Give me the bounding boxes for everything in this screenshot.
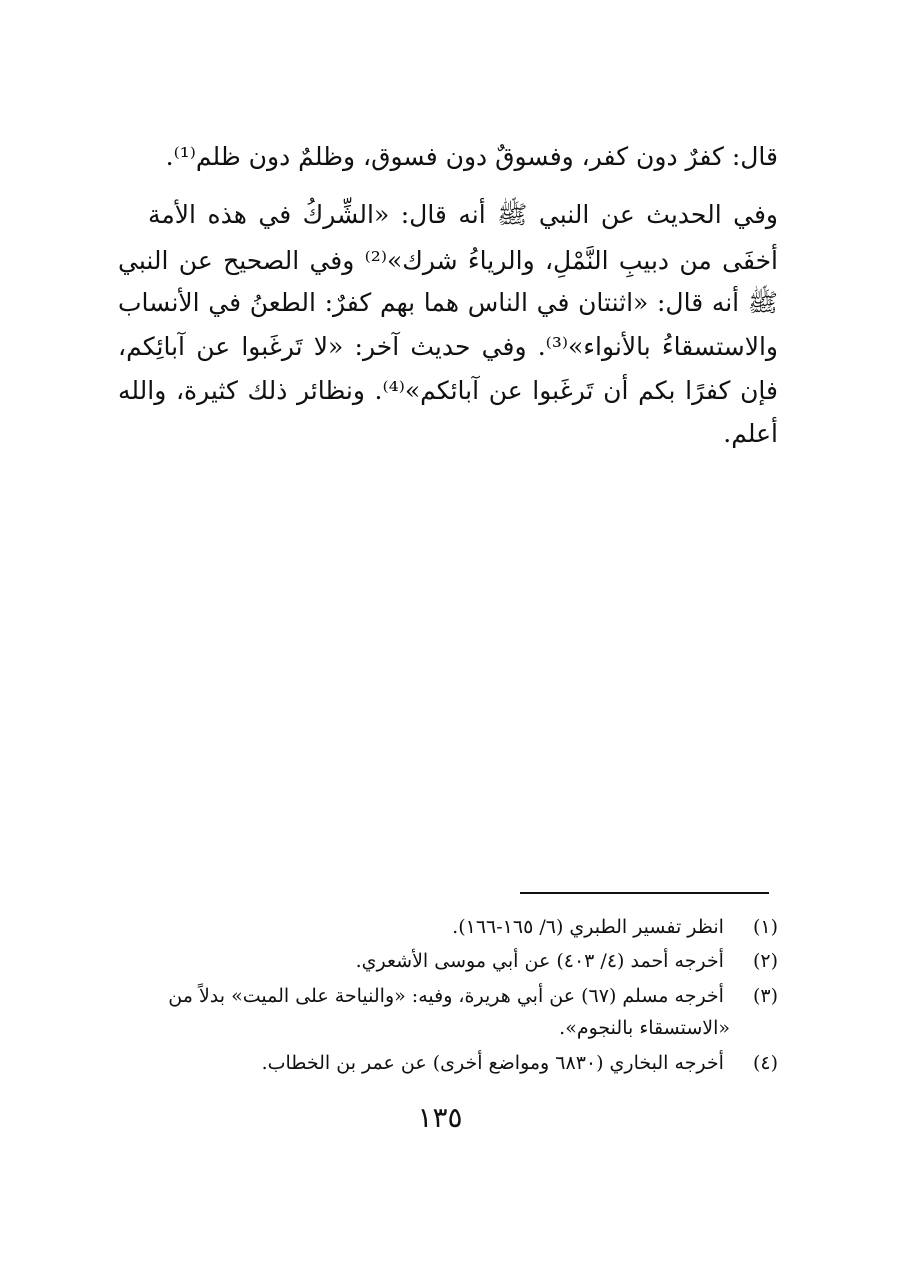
body-line-6: فإن كفرًا بكم أن تَرغَبوا عن آبائكم»⁽⁴⁾. ونظائر ذلك كثيرة، والله — [118, 376, 778, 405]
body-line-2: وفي الحديث عن النبي ﷺ أنه قال: «الشِّركُ في هذه الأمة — [148, 200, 778, 229]
body-line-7: أعلم. — [723, 419, 778, 448]
footnote-3-continuation: «الاستسقاء بالنجوم». — [559, 1017, 730, 1039]
footnote-separator — [520, 892, 769, 894]
footnote-text: أخرجه البخاري (٦٨٣٠ ومواضع أخرى) عن عمر بن الخطاب. — [261, 1052, 724, 1074]
footnote-2 — [118, 946, 778, 976]
footnote-number: (٢) — [752, 950, 778, 972]
footnote-text: أخرجه أحمد (٤/ ٤٠٣) عن أبي موسى الأشعري. — [355, 950, 724, 972]
body-line-3: أخفَى من دبيبِ النَّمْلِ، والرياءُ شرك»⁽²⁾ وفي الصحيح عن النبي — [118, 246, 778, 275]
body-line-1: قال: كفرٌ دون كفر، وفسوقٌ دون فسوق، وظلمٌ دون ظلم⁽¹⁾. — [165, 142, 778, 171]
page-number: ١٣٥ — [417, 1101, 463, 1134]
footnote-4 — [118, 1048, 778, 1078]
footnote-text: أخرجه مسلم (٦٧) عن أبي هريرة، وفيه: «والنياحة على الميت» بدلاً من — [168, 985, 724, 1007]
footnote-number: (٤) — [752, 1052, 778, 1074]
footnote-3 — [118, 981, 778, 1011]
footnote-text: انظر تفسير الطبري (٦/ ١٦٥-١٦٦). — [452, 916, 724, 938]
body-line-5: والاستسقاءُ بالأنواء»⁽³⁾. وفي حديث آخر: «لا تَرغَبوا عن آبائِكم، — [118, 332, 778, 361]
footnote-number: (١) — [752, 916, 778, 938]
footnote-number: (٣) — [752, 985, 778, 1007]
footnote-1 — [118, 912, 778, 942]
body-line-4: ﷺ أنه قال: «اثنتان في الناس هما بهم كفرٌ: الطعنُ في الأنساب — [118, 288, 778, 317]
